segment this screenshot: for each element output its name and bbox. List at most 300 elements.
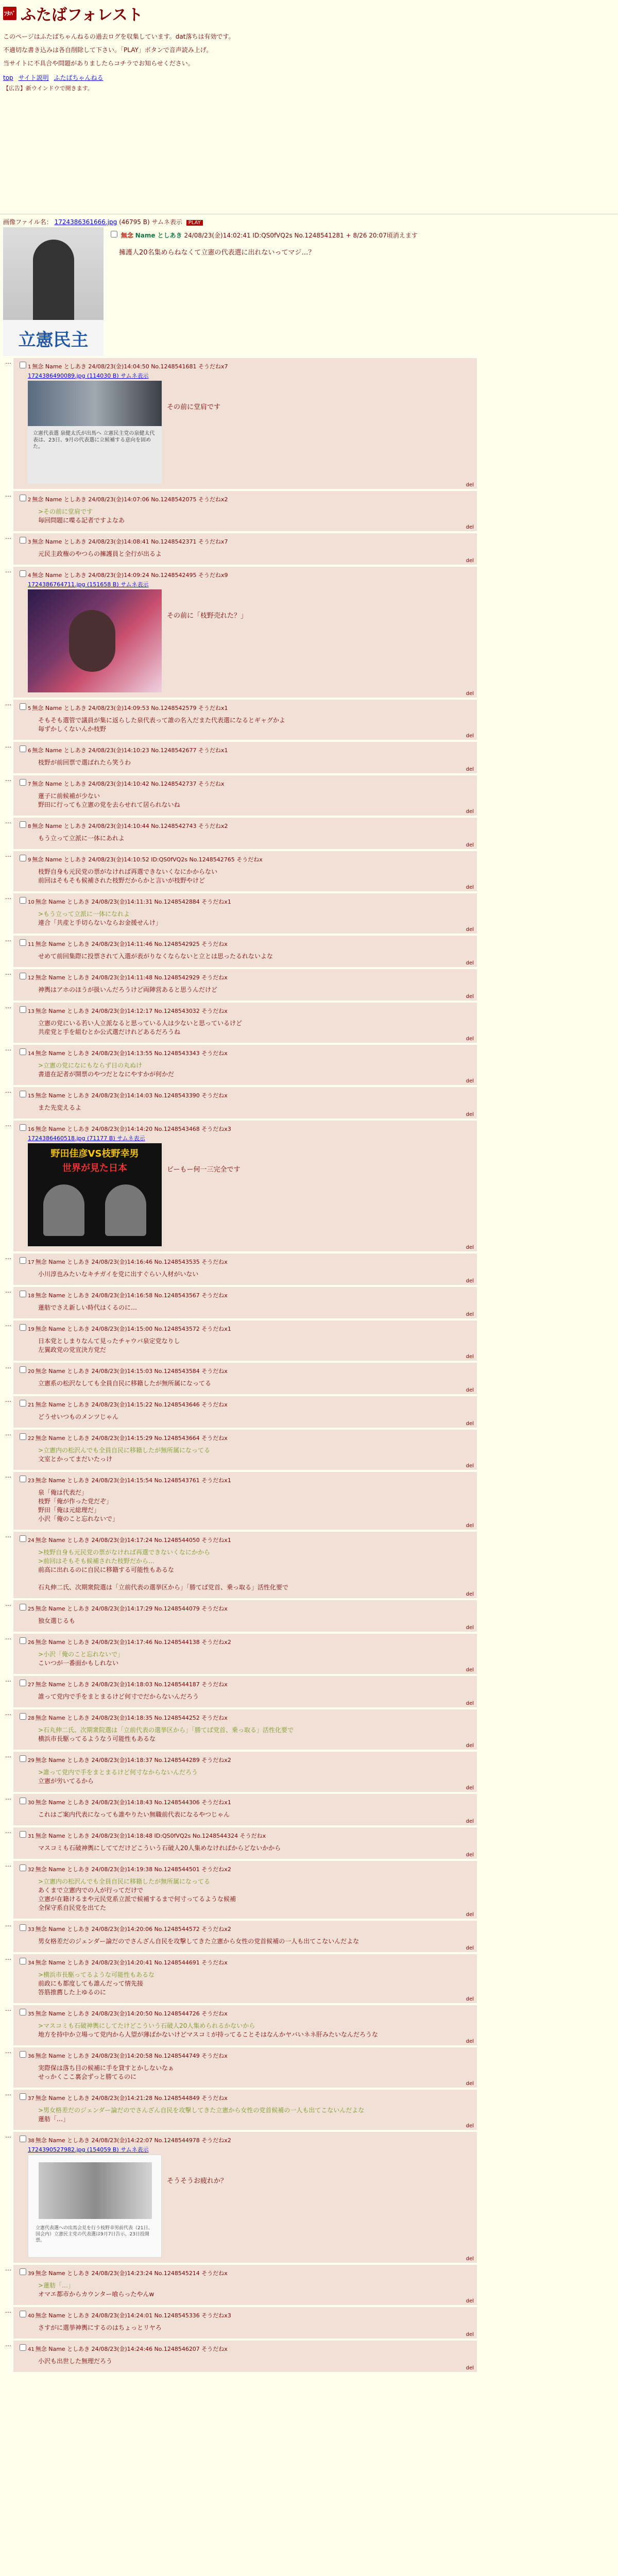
nav-futaba-link[interactable]: ふたばちゃんねる xyxy=(54,74,104,81)
op-file-link[interactable]: 1724386361666.jpg xyxy=(54,218,117,226)
reply-number: 19 xyxy=(28,1327,35,1332)
reply-meta: 無念 Name としあき 24/08/23(金)14:15:54 No.1248543761 そうだねx1 xyxy=(35,1477,231,1484)
reply-body xyxy=(38,986,473,994)
reply-delete-checkbox[interactable] xyxy=(20,1798,26,1804)
reply-line: もう立って立派に一体にあれよ xyxy=(38,835,125,842)
reply-delete-checkbox[interactable] xyxy=(20,745,26,752)
delete-link[interactable]: del xyxy=(466,842,474,848)
reply-number: 31 xyxy=(28,1834,35,1839)
reply-header xyxy=(18,1754,473,1765)
reply-header xyxy=(18,1636,473,1647)
reply-image-row xyxy=(28,589,473,692)
reply-post xyxy=(13,1532,477,1598)
delete-link[interactable]: del xyxy=(466,1852,474,1858)
reply-post xyxy=(13,1287,477,1318)
reply-header xyxy=(18,2309,473,2320)
delete-link[interactable]: del xyxy=(466,1701,474,1706)
delete-link[interactable]: del xyxy=(466,1819,474,1824)
reply-line: 立憲の党にいる若い人立派なると思っている人は少ないと思っているけど xyxy=(38,1020,243,1027)
reply-thumbnail[interactable] xyxy=(28,381,162,484)
reply-post xyxy=(13,358,477,489)
delete-link[interactable]: del xyxy=(466,1625,474,1631)
reply-header xyxy=(18,1089,473,1100)
delete-link[interactable]: del xyxy=(466,1667,474,1673)
delete-link[interactable]: del xyxy=(466,927,474,933)
nav-links xyxy=(3,73,615,82)
reply-body xyxy=(38,1488,473,1523)
reply-row xyxy=(3,1600,615,1632)
reply-number: 4 xyxy=(28,573,31,579)
delete-link[interactable]: del xyxy=(466,1278,474,1284)
reply-file-meta xyxy=(28,2145,473,2154)
reply-row xyxy=(3,2005,615,2045)
reply-line: 左翼政党の党宣決方党だ xyxy=(38,1346,107,1353)
reply-line: どうせいつものメンツじゃん xyxy=(38,1413,119,1420)
reply-image-row xyxy=(28,2155,473,2258)
reply-line: 文室とかってまだいたっけ xyxy=(38,1455,113,1463)
site-logo[interactable]: ﾌﾀﾊﾞ xyxy=(3,7,16,20)
reply-number: 30 xyxy=(28,1800,35,1806)
reply-meta: 無念 Name としあき 24/08/23(金)14:18:43 No.1248544306 そうだねx1 xyxy=(35,1799,231,1806)
quote-line: >横浜市長駆ってるような可能性もあるな xyxy=(38,1971,155,1978)
thread xyxy=(0,217,618,2372)
reply-marker: … xyxy=(5,2307,11,2314)
delete-link[interactable]: del xyxy=(466,1112,474,1117)
reply-row xyxy=(3,700,615,740)
reply-meta: 無念 Name としあき 24/08/23(金)14:10:52 ID:QS0fVQ2s No.1248542765 そうだねx xyxy=(32,856,263,863)
reply-line: 実際保は落ち目の候補に手を貸すとかしないなぁ xyxy=(38,2064,175,2072)
reply-number: 5 xyxy=(28,706,31,711)
reply-delete-checkbox[interactable] xyxy=(20,1091,26,1097)
reply-marker: … xyxy=(5,1752,11,1759)
reply-delete-checkbox[interactable] xyxy=(20,2093,26,2100)
reply-line: 立憲系の松沢なしても全員自民に移籍したが無所属になってる xyxy=(38,1380,212,1387)
delete-link[interactable]: del xyxy=(466,2298,474,2304)
reply-row xyxy=(3,936,615,967)
notice-line-3: 当サイトに不具合や問題がありましたらコチラでお知らせください。 xyxy=(3,60,194,67)
reply-file-meta xyxy=(28,371,473,380)
reply-number: 7 xyxy=(28,782,31,787)
reply-row xyxy=(3,1003,615,1043)
reply-marker: … xyxy=(5,1253,11,1261)
reply-marker: … xyxy=(5,1287,11,1294)
reply-delete-checkbox[interactable] xyxy=(20,821,26,828)
thumbnail-person xyxy=(105,1184,146,1236)
reply-marker: … xyxy=(5,742,11,749)
reply-delete-checkbox[interactable] xyxy=(20,1831,26,1838)
reply-line: 毎ずかしくないんか枝野 xyxy=(38,725,107,733)
delete-link[interactable]: del xyxy=(466,1912,474,1918)
reply-delete-checkbox[interactable] xyxy=(20,1958,26,1964)
reply-marker: … xyxy=(5,1003,11,1010)
reply-body xyxy=(38,1971,473,1997)
delete-link[interactable]: del xyxy=(466,1785,474,1791)
delete-link[interactable]: del xyxy=(466,809,474,815)
reply-line: せっかくここ裏会ずっと勝てるのに xyxy=(38,2073,137,2080)
reply-file-link[interactable]: 1724386764711.jpg (151658 B) サムネ表示 xyxy=(28,581,149,588)
thumbnail-text: 立憲代表選への出馬会見を行う枝野幸男前代表（21日、国会内）立憲民主党の代表選は9月7日告示、23日投開票。 xyxy=(36,2226,153,2243)
header-area xyxy=(0,0,618,94)
reply-row xyxy=(3,491,615,531)
reply-header xyxy=(18,1678,473,1689)
reply-header xyxy=(18,1323,473,1334)
quote-line: >立憲内の松沢んでも全員自民に移籍したが無所属になってる xyxy=(38,1447,211,1454)
reply-marker: … xyxy=(5,1634,11,1641)
delete-link[interactable]: del xyxy=(466,558,474,564)
reply-row xyxy=(3,2132,615,2263)
reply-post xyxy=(13,1794,477,1825)
reply-image-row xyxy=(28,381,473,484)
reply-meta: 無念 Name としあき 24/08/23(金)14:20:06 No.1248544572 そうだねx2 xyxy=(35,1926,231,1933)
reply-delete-checkbox[interactable] xyxy=(20,495,26,501)
reply-post xyxy=(13,1709,477,1750)
reply-text: その前に「枝野売れた？」 xyxy=(167,612,248,620)
reply-row xyxy=(3,358,615,489)
op-thumb-banner: 立憲民主 xyxy=(3,320,104,356)
reply-number: 36 xyxy=(28,2054,35,2059)
delete-link[interactable]: del xyxy=(466,1945,474,1951)
reply-line: 書道在記者が開票のやつだとなにやすかが何かだ xyxy=(38,1071,175,1078)
reply-marker: … xyxy=(5,818,11,825)
reply-delete-checkbox[interactable] xyxy=(20,2311,26,2317)
reply-delete-checkbox[interactable] xyxy=(20,1257,26,1264)
reply-row xyxy=(3,969,615,1001)
reply-delete-checkbox[interactable] xyxy=(20,939,26,946)
delete-link[interactable]: del xyxy=(466,2256,474,2262)
delete-link[interactable]: del xyxy=(466,1387,474,1393)
reply-number: 6 xyxy=(28,748,31,754)
reply-header xyxy=(18,1863,473,1874)
reply-body xyxy=(38,1413,473,1421)
reply-meta: 無念 Name としあき 24/08/23(金)14:23:24 No.1248545214 そうだねx xyxy=(35,2270,228,2277)
reply-marker: … xyxy=(5,936,11,943)
reply-meta: 無念 Name としあき 24/08/23(金)14:20:41 No.1248544691 そうだねx xyxy=(35,1959,228,1966)
delete-link[interactable]: del xyxy=(466,885,474,890)
reply-delete-checkbox[interactable] xyxy=(20,2009,26,2015)
reply-thumbnail[interactable] xyxy=(28,589,162,692)
op-header xyxy=(109,229,418,240)
thumbnail-face xyxy=(69,610,115,672)
reply-post xyxy=(13,936,477,967)
reply-line: さすがに選挙神輿にするのはちょっとリヤろ xyxy=(38,2324,162,2331)
reply-number: 32 xyxy=(28,1867,35,1873)
reply-header xyxy=(18,820,473,831)
reply-number: 16 xyxy=(28,1127,35,1132)
reply-image-row xyxy=(28,1143,473,1246)
reply-line: あくまで立憲内での人が行ってだけで xyxy=(38,1887,144,1894)
reply-delete-checkbox[interactable] xyxy=(20,1924,26,1931)
quote-line: >男女格差だのジェンダー論だのでさんざん自民を攻撃してきた立憲から女性の党首候補の一人も出てこないんだよな xyxy=(38,2107,365,2114)
reply-meta: 無念 Name としあき 24/08/23(金)14:11:46 No.1248542925 そうだねx xyxy=(35,941,228,947)
reply-delete-checkbox[interactable] xyxy=(20,570,26,577)
reply-post xyxy=(13,1003,477,1043)
reply-meta: 無念 Name としあき 24/08/23(金)14:16:58 No.1248543567 そうだねx xyxy=(35,1292,228,1299)
reply-delete-checkbox[interactable] xyxy=(20,2136,26,2142)
reply-number: 2 xyxy=(28,497,31,503)
reply-delete-checkbox[interactable] xyxy=(20,779,26,786)
reply-post xyxy=(13,1363,477,1394)
reply-meta: 無念 Name としあき 24/08/23(金)14:24:01 No.1248545336 そうだねx3 xyxy=(35,2312,231,2319)
reply-row xyxy=(3,1709,615,1750)
reply-row xyxy=(3,1320,615,1361)
reply-line: 男女格差だのジェンダー論だのでさんざん自民を攻撃してきた立憲から女性の党首候補の一人も出てこないんだよな xyxy=(38,1938,359,1945)
reply-header xyxy=(18,2007,473,2019)
reply-row xyxy=(3,533,615,565)
reply-header xyxy=(18,1534,473,1545)
delete-link[interactable]: del xyxy=(466,1078,474,1084)
reply-line: 小川淳也みたいなキチガイを党に出すぐらい人材がいない xyxy=(38,1270,199,1278)
reply-marker: … xyxy=(5,1676,11,1683)
reply-text: ビーもー何一三完全です xyxy=(167,1166,241,1174)
reply-body xyxy=(38,952,473,961)
reply-post xyxy=(13,1087,477,1118)
reply-delete-checkbox[interactable] xyxy=(20,1476,26,1482)
reply-number: 39 xyxy=(28,2271,35,2277)
reply-post xyxy=(13,775,477,816)
reply-marker: … xyxy=(5,1709,11,1717)
reply-delete-checkbox[interactable] xyxy=(20,362,26,368)
op-name: Name としあき xyxy=(135,232,182,239)
reply-header xyxy=(18,2049,473,2061)
reply-marker: … xyxy=(5,1600,11,1607)
quote-line: >その前に堂肩です xyxy=(38,508,93,515)
reply-row xyxy=(3,2307,615,2338)
nav-about-link[interactable]: サイト説明 xyxy=(18,74,49,81)
reply-file-link[interactable]: 1724386460518.jpg (71177 B) サムネ表示 xyxy=(28,1135,145,1142)
reply-meta: 無念 Name としあき 24/08/23(金)14:13:55 No.1248543343 そうだねx xyxy=(35,1050,228,1057)
reply-meta: 無念 Name としあき 24/08/23(金)14:10:23 No.1248542677 そうだねx1 xyxy=(32,747,228,754)
reply-body xyxy=(38,2357,473,2366)
reply-number: 40 xyxy=(28,2313,35,2319)
reply-row xyxy=(3,1532,615,1598)
reply-meta: 無念 Name としあき 24/08/23(金)14:18:48 ID:QS0fVQ2s No.1248544324 そうだねx xyxy=(35,1833,266,1839)
reply-meta: 無念 Name としあき 24/08/23(金)14:21:28 No.1248544849 そうだねx xyxy=(35,2095,228,2102)
reply-header xyxy=(18,1474,473,1485)
reply-body xyxy=(38,1810,473,1819)
reply-row xyxy=(3,818,615,849)
reply-meta: 無念 Name としあき 24/08/23(金)14:07:06 No.1248542075 そうだねx2 xyxy=(32,496,228,503)
delete-link[interactable]: del xyxy=(466,1354,474,1360)
reply-marker: … xyxy=(5,2047,11,2055)
reply-number: 18 xyxy=(28,1293,35,1299)
reply-body xyxy=(38,1337,473,1354)
op-title: 無念 xyxy=(121,232,133,239)
reply-number: 8 xyxy=(28,824,31,829)
reply-post xyxy=(13,742,477,773)
reply-post xyxy=(13,1861,477,1919)
reply-row xyxy=(3,1045,615,1085)
reply-post xyxy=(13,1121,477,1251)
reply-number: 3 xyxy=(28,539,31,545)
reply-body xyxy=(38,1768,473,1786)
quote-line: >マスコミも石破神輿にしてたけどこういう石破人20人集められるかないから xyxy=(38,2022,255,2029)
reply-marker: … xyxy=(5,2265,11,2272)
notice-line-1: このページはふたばちゃんねるの過去ログを収集しています。dat落ちは有効です。 xyxy=(3,33,235,40)
reply-body xyxy=(38,1379,473,1388)
delete-link[interactable]: del xyxy=(466,2081,474,2087)
reply-row xyxy=(3,1430,615,1470)
delete-link[interactable]: del xyxy=(466,2365,474,2371)
reply-marker: … xyxy=(5,2090,11,2097)
delete-link[interactable]: del xyxy=(466,2123,474,2129)
reply-meta: 無念 Name としあき 24/08/23(金)14:18:37 No.1248544289 そうだねx2 xyxy=(35,1757,231,1764)
reply-row xyxy=(3,1634,615,1674)
reply-delete-checkbox[interactable] xyxy=(20,2268,26,2275)
reply-number: 17 xyxy=(28,1260,35,1265)
reply-delete-checkbox[interactable] xyxy=(20,1048,26,1055)
delete-link[interactable]: del xyxy=(466,2332,474,2337)
reply-marker: … xyxy=(5,1121,11,1128)
reply-file-meta xyxy=(28,580,473,588)
nav-top-link[interactable]: top xyxy=(3,74,13,81)
reply-file-link[interactable]: 1724390527982.jpg (154059 B) サムネ表示 xyxy=(28,2146,149,2153)
reply-thumbnail[interactable] xyxy=(28,2155,162,2258)
reply-row xyxy=(3,2341,615,2372)
reply-delete-checkbox[interactable] xyxy=(20,2344,26,2351)
reply-row xyxy=(3,1827,615,1859)
site-title: ふたばフォレスト xyxy=(21,6,143,24)
reply-body xyxy=(38,1617,473,1625)
reply-number: 28 xyxy=(28,1716,35,1721)
reply-body xyxy=(38,758,473,767)
reply-delete-checkbox[interactable] xyxy=(20,1400,26,1406)
reply-text: そうそうお疲れか？ xyxy=(167,2177,228,2185)
reply-file-link[interactable]: 1724386490089.jpg (114030 B) サムネ表示 xyxy=(28,372,149,379)
reply-marker: … xyxy=(5,1921,11,1928)
reply-row xyxy=(3,775,615,816)
reply-meta: 無念 Name としあき 24/08/23(金)14:15:22 No.1248543646 そうだねx xyxy=(35,1401,228,1408)
delete-link[interactable]: del xyxy=(466,767,474,772)
delete-link[interactable]: del xyxy=(466,1245,474,1250)
reply-delete-checkbox[interactable] xyxy=(20,855,26,861)
reply-header xyxy=(18,971,473,982)
delete-link[interactable]: del xyxy=(466,994,474,999)
reply-body xyxy=(38,1446,473,1464)
op-file-label: 画像ファイル名： xyxy=(3,218,53,226)
reply-line: 独女選じるも xyxy=(38,1617,76,1624)
delete-link[interactable]: del xyxy=(466,691,474,697)
reply-marker: … xyxy=(5,1472,11,1479)
thumbnail-title: 野田佳彦VS枝野幸男 xyxy=(50,1148,139,1159)
reply-line: マスコミも石破神輿にしててだけどこういう石破人20人集めなければからどないかから xyxy=(38,1844,281,1852)
reply-post xyxy=(13,1600,477,1632)
reply-file-meta xyxy=(28,1134,473,1142)
delete-link[interactable]: del xyxy=(466,1421,474,1427)
reply-header xyxy=(18,1432,473,1443)
reply-delete-checkbox[interactable] xyxy=(20,1366,26,1373)
reply-delete-checkbox[interactable] xyxy=(20,1324,26,1331)
delete-link[interactable]: del xyxy=(466,733,474,739)
thumbnail-text: 立憲代表選 泉健太氏が出馬へ 立憲民主党の泉健太代表は、23日、9月の代表選に立候補する意向を固めた。 xyxy=(33,431,155,450)
delete-link[interactable]: del xyxy=(466,1312,474,1317)
reply-delete-checkbox[interactable] xyxy=(20,1604,26,1611)
delete-link[interactable]: del xyxy=(466,2039,474,2044)
reply-delete-checkbox[interactable] xyxy=(20,703,26,710)
reply-marker: … xyxy=(5,1045,11,1052)
reply-line: 泉「俺は代表だ」 xyxy=(38,1489,88,1496)
reply-header xyxy=(18,2267,473,2278)
delete-link[interactable]: del xyxy=(466,1463,474,1469)
reply-header xyxy=(18,1047,473,1058)
reply-meta: 無念 Name としあき 24/08/23(金)14:19:38 No.1248544501 そうだねx2 xyxy=(35,1866,231,1873)
delete-link[interactable]: del xyxy=(466,482,474,488)
reply-post xyxy=(13,700,477,740)
reply-row xyxy=(3,2047,615,2088)
reply-header xyxy=(18,2343,473,2354)
reply-marker: … xyxy=(5,533,11,540)
reply-delete-checkbox[interactable] xyxy=(20,1865,26,1871)
reply-line: 前回はそもそも候補された枝野だからかと言いが枝野やけど xyxy=(38,877,205,884)
reply-delete-checkbox[interactable] xyxy=(20,1637,26,1644)
reply-line: 枝野が前回票で選ばれたら笑うわ xyxy=(38,759,131,766)
reply-delete-checkbox[interactable] xyxy=(20,537,26,544)
reply-delete-checkbox[interactable] xyxy=(20,1291,26,1297)
reply-row xyxy=(3,1087,615,1118)
op-delete-checkbox[interactable] xyxy=(111,231,117,238)
reply-post xyxy=(13,2265,477,2305)
reply-number: 10 xyxy=(28,900,35,905)
delete-link[interactable]: del xyxy=(466,1591,474,1597)
reply-row xyxy=(3,1287,615,1318)
reply-delete-checkbox[interactable] xyxy=(20,2051,26,2058)
reply-line: 立憲が労いてるから xyxy=(38,1777,94,1785)
reply-meta: 無念 Name としあき 24/08/23(金)14:16:46 No.1248543535 そうだねx xyxy=(35,1259,228,1265)
reply-meta: 無念 Name としあき 24/08/23(金)14:08:41 No.1248542371 そうだねx7 xyxy=(32,538,228,545)
reply-body xyxy=(38,1061,473,1079)
reply-delete-checkbox[interactable] xyxy=(20,1755,26,1762)
reply-post xyxy=(13,1253,477,1285)
reply-header xyxy=(18,777,473,789)
reply-meta: 無念 Name としあき 24/08/23(金)14:15:29 No.1248543664 そうだねx xyxy=(35,1435,228,1442)
reply-post xyxy=(13,2341,477,2372)
delete-link[interactable]: del xyxy=(466,1523,474,1529)
reply-delete-checkbox[interactable] xyxy=(20,1535,26,1542)
reply-delete-checkbox[interactable] xyxy=(20,897,26,904)
reply-post xyxy=(13,1954,477,2003)
reply-text: その前に堂肩です xyxy=(167,403,221,411)
delete-link[interactable]: del xyxy=(466,1743,474,1749)
reply-delete-checkbox[interactable] xyxy=(20,973,26,979)
delete-link[interactable]: del xyxy=(466,1996,474,2002)
reply-thumbnail[interactable] xyxy=(28,1143,162,1246)
reply-meta: 無念 Name としあき 24/08/23(金)14:15:00 No.1248543572 そうだねx1 xyxy=(35,1326,231,1332)
reply-header xyxy=(18,1256,473,1267)
reply-line: これはご案内代表になっても誰やりたい無職前代表になるやつじゃん xyxy=(38,1811,230,1818)
reply-header xyxy=(18,1796,473,1807)
delete-link[interactable]: del xyxy=(466,960,474,966)
reply-number: 38 xyxy=(28,2138,35,2144)
reply-delete-checkbox[interactable] xyxy=(20,1124,26,1131)
reply-body xyxy=(38,868,473,885)
delete-link[interactable]: del xyxy=(466,1036,474,1042)
op-thumbnail[interactable] xyxy=(3,227,104,356)
reply-marker: … xyxy=(5,2005,11,2012)
reply-meta: 無念 Name としあき 24/08/23(金)14:12:17 No.1248543032 そうだねx xyxy=(35,1008,228,1014)
reply-header xyxy=(18,2092,473,2103)
delete-link[interactable]: del xyxy=(466,524,474,530)
reply-meta: 無念 Name としあき 24/08/23(金)14:18:03 No.1248544187 そうだねx xyxy=(35,1681,228,1688)
reply-number: 20 xyxy=(28,1369,35,1375)
op-date: 24/08/23(金)14:02:41 ID:QS0fVQ2s No.1248541281 xyxy=(184,232,344,239)
reply-delete-checkbox[interactable] xyxy=(20,1006,26,1013)
reply-delete-checkbox[interactable] xyxy=(20,1713,26,1720)
reply-marker: … xyxy=(5,1827,11,1835)
reply-delete-checkbox[interactable] xyxy=(20,1680,26,1686)
reply-delete-checkbox[interactable] xyxy=(20,1433,26,1440)
reply-number: 21 xyxy=(28,1402,35,1408)
play-button[interactable]: PLAY xyxy=(186,220,203,226)
reply-body xyxy=(38,507,473,525)
